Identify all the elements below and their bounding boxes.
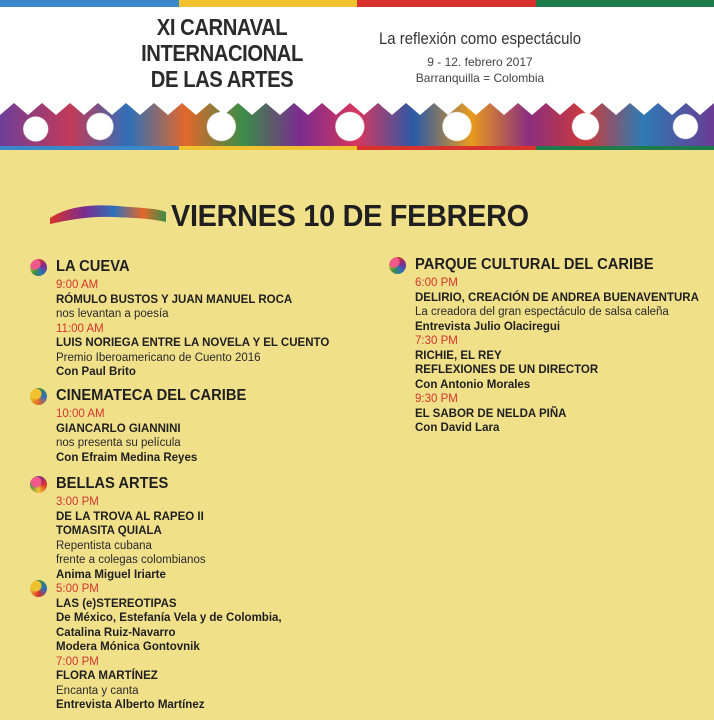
event-time: 7:30 PM (415, 335, 458, 347)
venue-parque-cultural-del-caribe (389, 256, 709, 436)
brush-stroke-decoration (48, 200, 168, 226)
venue-name: CINEMATECA DEL CARIBE (56, 387, 247, 404)
event-time: 5:00 PM (56, 582, 360, 597)
event-host: Con Efraim Medina Reyes (56, 451, 198, 464)
venue-marker-icon (389, 257, 406, 274)
event-description: nos presenta su película (56, 437, 181, 449)
venue-name: BELLAS ARTES (56, 475, 169, 492)
event-time: 3:00 PM (56, 496, 99, 508)
event-guests: Catalina Ruiz-Navarro (56, 626, 176, 639)
venue-marker-icon (30, 259, 47, 276)
event-description: Repentista cubana (56, 539, 152, 552)
venue-schedule (30, 278, 360, 380)
event-host: Con Antonio Morales (415, 378, 531, 391)
venue-schedule (30, 407, 360, 465)
venue-bellas-artes (30, 475, 360, 713)
event-description: Premio Iberoamericano de Cuento 2016 (56, 351, 261, 364)
event-dates: 9 - 12. febrero 2017 Barranquilla = Colombia (415, 55, 545, 85)
event-title: LUIS NORIEGA ENTRE LA NOVELA Y EL CUENTO (56, 337, 330, 349)
venue-name: LA CUEVA (56, 258, 130, 275)
event-host: Con Paul Brito (56, 366, 136, 378)
event-time: 10:00 AM (56, 408, 105, 420)
event-host: Con David Lara (415, 422, 500, 434)
event-host: Anima Miguel Iriarte (56, 568, 166, 581)
event-time: 9:00 AM (56, 279, 99, 291)
event-marker-icon (30, 580, 47, 597)
venue-name: PARQUE CULTURAL DEL CARIBE (415, 256, 654, 273)
header (0, 7, 714, 99)
event-host: Modera Mónica Gontovnik (56, 641, 200, 653)
event-title: EL SABOR DE NELDA PIÑA (415, 407, 567, 420)
tagline: La reflexión como espectáculo (378, 29, 582, 48)
event-title: DE LA TROVA AL RAPEO II (56, 510, 204, 523)
color-band (0, 146, 714, 150)
event-guests: De México, Estefanía Vela y de Colombia, (56, 612, 282, 624)
event-title: REFLEXIONES DE UN DIRECTOR (415, 364, 599, 376)
venue-marker-icon (30, 476, 47, 493)
event-title: RICHIE, EL REY (415, 349, 502, 362)
event-title: GIANCARLO GIANNINI (56, 422, 181, 435)
venue-cinemateca-del-caribe (30, 387, 360, 465)
day-heading: VIERNES 10 DE FEBRERO (171, 198, 529, 233)
venue-schedule (389, 276, 709, 436)
event-title: LAS (e)STEREOTIPAS (56, 597, 177, 610)
venue-schedule (30, 495, 360, 713)
event-title: FLORA MARTÍNEZ (56, 670, 158, 682)
event-description: Encanta y canta (56, 684, 139, 697)
event-time: 11:00 AM (56, 322, 104, 335)
event-description: La creadora del gran espectáculo de salsa caleña (415, 306, 669, 318)
event-time: 9:30 PM (415, 393, 458, 405)
event-title: TOMASITA QUIALA (56, 525, 162, 537)
venue-marker-icon (30, 388, 47, 405)
event-time: 7:00 PM (56, 655, 99, 668)
event-description: frente a colegas colombianos (56, 554, 206, 566)
event-title: DELIRIO, CREACIÓN DE ANDREA BUENAVENTURA (415, 291, 699, 304)
event-title: XI CARNAVAL INTERNACIONAL DE LAS ARTES (141, 14, 303, 92)
top-color-stripe (0, 0, 714, 7)
event-description: nos levantan a poesía (56, 308, 169, 320)
event-title: RÓMULO BUSTOS Y JUAN MANUEL ROCA (56, 293, 293, 306)
event-host: Entrevista Alberto Martínez (56, 699, 205, 711)
venue-la-cueva (30, 258, 360, 380)
event-time: 6:00 PM (415, 277, 458, 289)
event-host: Entrevista Julio Olaciregui (415, 320, 561, 333)
zigzag-border (0, 99, 714, 117)
